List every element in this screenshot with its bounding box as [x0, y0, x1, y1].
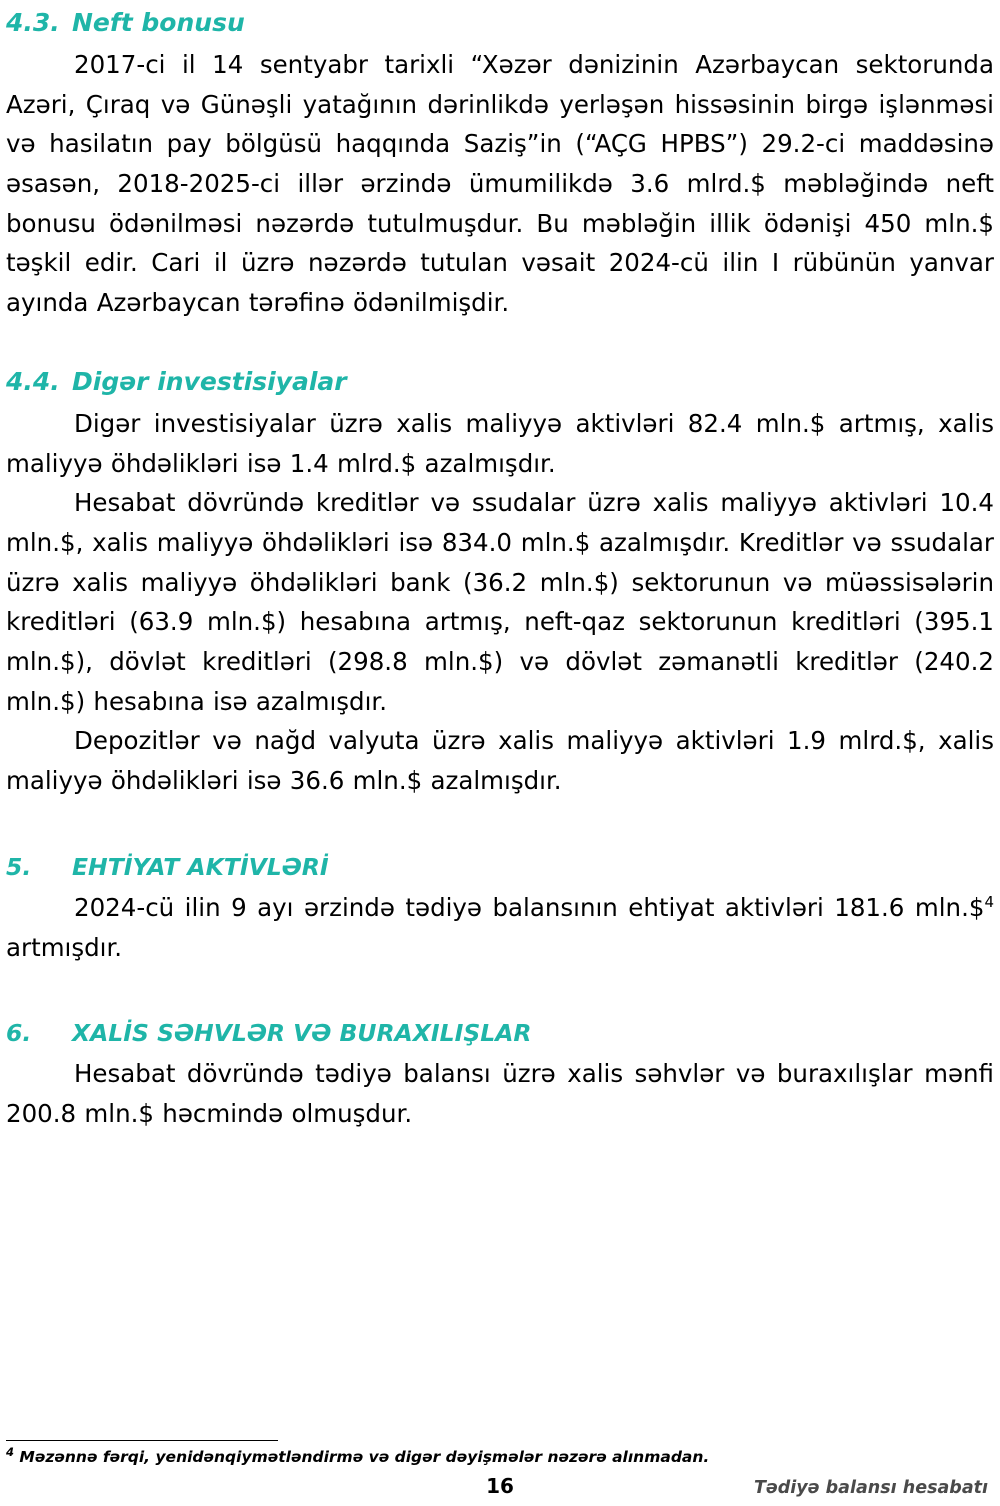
- section-heading-5: [6, 853, 994, 881]
- section-title: Neft bonusu: [72, 8, 245, 37]
- section-heading-6: [6, 1019, 994, 1047]
- paragraph-reserve-assets: [6, 888, 994, 967]
- section-title: EHTİYAT AKTİVLƏRİ: [72, 852, 329, 881]
- document-name: Tədiyə balansı hesabatı: [753, 1478, 988, 1498]
- footnote-reference-4: 4: [984, 892, 994, 911]
- spacer: [6, 323, 994, 367]
- paragraph-reserve-assets-text: 2024-cü ilin 9 ayı ərzində tədiyə balansının ehtiyat aktivləri 181.6 mln.$: [74, 892, 985, 922]
- paragraph-neft-bonusu: 2017-ci il 14 sentyabr tarixli “Xəzər dənizinin Azərbaycan sektorunda Azəri, Çıraq və Günəşli yatağının dərinlikdə yerləşən hissəsinin birgə işlənməsi və hasilatın pay bölgüsü haqqında Saziş”in (“AÇG HPBS”) 29.2-ci maddəsinə əsasən, 2018-2025-ci illər ərzində ümumilikdə 3.6 mlrd.$ məbləğində neft bonusu ödənilməsi nəzərdə tutulmuşdur. Bu məbləğin illik ödənişi 450 mln.$ təşkil edir. Cari il üzrə nəzərdə tutulan vəsait 2024-cü ilin I rübünün yanvar ayında Azərbaycan tərəfinə ödənilmişdir.: [6, 50, 994, 318]
- section-number: 4.3.: [6, 8, 60, 37]
- footnote-separator: [6, 1440, 278, 1441]
- section-title: XALİS SƏHVLƏR VƏ BURAXILIŞLAR: [72, 1019, 532, 1048]
- section-heading-4-4: [6, 367, 994, 397]
- spacer: [6, 967, 994, 1019]
- section-number: 6.: [6, 1019, 32, 1048]
- paragraph-net-errors-omissions: Hesabat dövründə tədiyə balansı üzrə xalis səhvlər və buraxılışlar mənfi 200.8 mln.$ həcmində olmuşdur.: [6, 1059, 994, 1129]
- spacer: [6, 397, 994, 404]
- page-content: [6, 8, 994, 1134]
- section-number: 4.4.: [6, 366, 60, 396]
- spacer: [6, 881, 994, 888]
- page-number: 16: [486, 1474, 514, 1498]
- paragraph-reserve-assets-tail: artmışdır.: [6, 932, 123, 962]
- spacer: [6, 38, 994, 45]
- spacer: [6, 1047, 994, 1054]
- paragraph-other-investments-2: Hesabat dövründə kreditlər və ssudalar üzrə xalis maliyyə aktivləri 10.4 mln.$, xalis maliyyə öhdəlikləri isə 834.0 mln.$ azalmışdır. Kreditlər və ssudalar üzrə xalis maliyyə öhdəlikləri bank (36.2 mln.$) sektorunun və müəssisələrin kreditləri (63.9 mln.$) hesabına artmış, neft-qaz sektorunun kreditləri (395.1 mln.$), dövlət kreditləri (298.8 mln.$) və dövlət zəmanətli kreditlər (240.2 mln.$) hesabına isə azalmışdır.: [6, 488, 994, 716]
- spacer: [6, 801, 994, 853]
- section-title: Digər investisiyalar: [72, 366, 347, 396]
- section-number: 5.: [6, 852, 32, 881]
- paragraph-other-investments-1: Digər investisiyalar üzrə xalis maliyyə aktivləri 82.4 mln.$ artmış, xalis maliyyə öhdəlikləri isə 1.4 mlrd.$ azalmışdır.: [6, 408, 994, 478]
- paragraph-other-investments-3: Depozitlər və nağd valyuta üzrə xalis maliyyə aktivləri 1.9 mlrd.$, xalis maliyyə öhdəlikləri isə 36.6 mln.$ azalmışdır.: [6, 726, 994, 795]
- footer-row: [6, 1474, 994, 1498]
- footnote-text: Məzənnə fərqi, yenidənqiymətləndirmə və digər dəyişmələr nəzərə alınmadan.: [14, 1448, 710, 1467]
- footnote-4: [6, 1444, 994, 1468]
- section-heading-4-3: [6, 8, 994, 38]
- page-footer: [0, 1440, 1000, 1506]
- footnote-marker: 4: [6, 1444, 15, 1459]
